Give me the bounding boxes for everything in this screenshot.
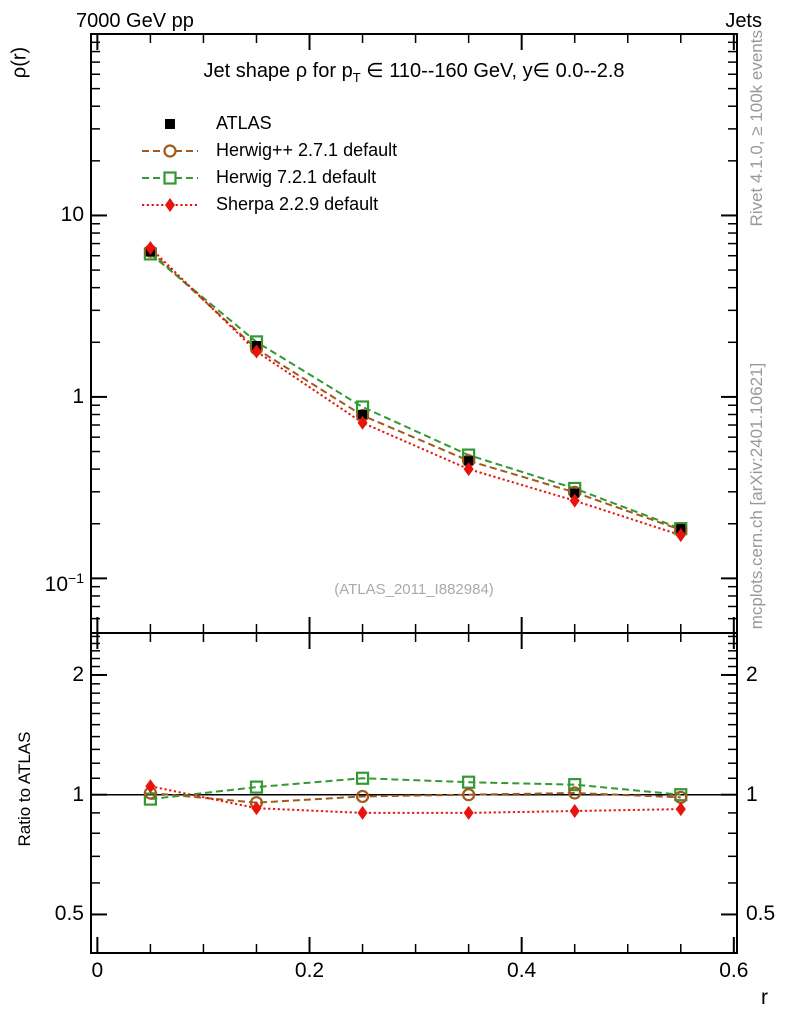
ratio-marker-3 (145, 779, 155, 793)
legend-marker-glyph (165, 172, 176, 183)
ratio-y-tick-label: 2 (72, 662, 84, 686)
legend-item (140, 110, 397, 137)
header-analysis-group: Jets (725, 10, 762, 32)
main-y-tick-label: 1 (72, 384, 84, 408)
ratio-marker-3 (676, 802, 686, 816)
mcplots-arxiv-note: mcplots.cern.ch [arXiv:2401.10621] (747, 362, 766, 630)
legend-item-label: Herwig 7.2.1 default (216, 167, 377, 187)
legend-item-label: Herwig++ 2.7.1 default (216, 140, 398, 160)
main-y-axis-title: ρ(r) (8, 46, 31, 79)
header-beam-info: 7000 GeV pp (76, 10, 194, 32)
legend-item (140, 164, 397, 191)
legend-marker-icon (140, 196, 200, 214)
legend-item (140, 191, 397, 218)
main-series-line-3 (150, 248, 680, 535)
x-tick-label: 0.2 (294, 959, 325, 982)
main-series-line-2 (150, 254, 680, 529)
ratio-marker-3 (570, 804, 580, 818)
main-series-line-1 (150, 251, 680, 530)
legend-marker-glyph (165, 145, 176, 156)
legend-marker-glyph (165, 198, 175, 212)
legend-item-label: Sherpa 2.2.9 default (216, 194, 379, 214)
legend-item-label: ATLAS (216, 113, 272, 133)
legend-item (140, 137, 397, 164)
legend-marker-icon (140, 142, 200, 160)
x-tick-label: 0.4 (507, 959, 537, 982)
ratio-marker-3 (358, 806, 368, 820)
main-y-tick-label: $10^{-1}$ (44, 570, 84, 597)
legend-marker-icon (140, 115, 200, 133)
ratio-y-tick-label: 1 (72, 782, 84, 806)
x-tick-label: 0.6 (719, 959, 749, 982)
plot-title (91, 58, 737, 85)
plot-title-pre: Jet shape ρ for p (203, 60, 353, 82)
rivet-version-note: Rivet 4.1.0, ≥ 100k events (747, 30, 766, 227)
plot-title-sub: T (352, 70, 361, 85)
x-axis-title: r (761, 986, 768, 1009)
legend-marker-icon (140, 169, 200, 187)
legend-marker-glyph (165, 119, 175, 129)
ratio-marker-3 (464, 806, 474, 820)
ratio-panel-frame (91, 633, 737, 953)
ratio-y-tick-label-right: 0.5 (746, 902, 776, 926)
ratio-y-axis-title: Ratio to ATLAS (15, 731, 34, 847)
ratio-y-tick-label-right: 1 (746, 782, 758, 806)
legend (140, 110, 397, 218)
main-y-tick-label: 10 (60, 203, 84, 227)
ratio-y-tick-label: 0.5 (54, 902, 84, 926)
analysis-id-watermark: (ATLAS_2011_I882984) (334, 581, 494, 598)
x-tick-label: 0 (91, 959, 104, 982)
plot-title-post: ∈ 110--160 GeV, y∈ 0.0--2.8 (360, 60, 625, 82)
ratio-y-tick-label-right: 2 (746, 662, 758, 686)
